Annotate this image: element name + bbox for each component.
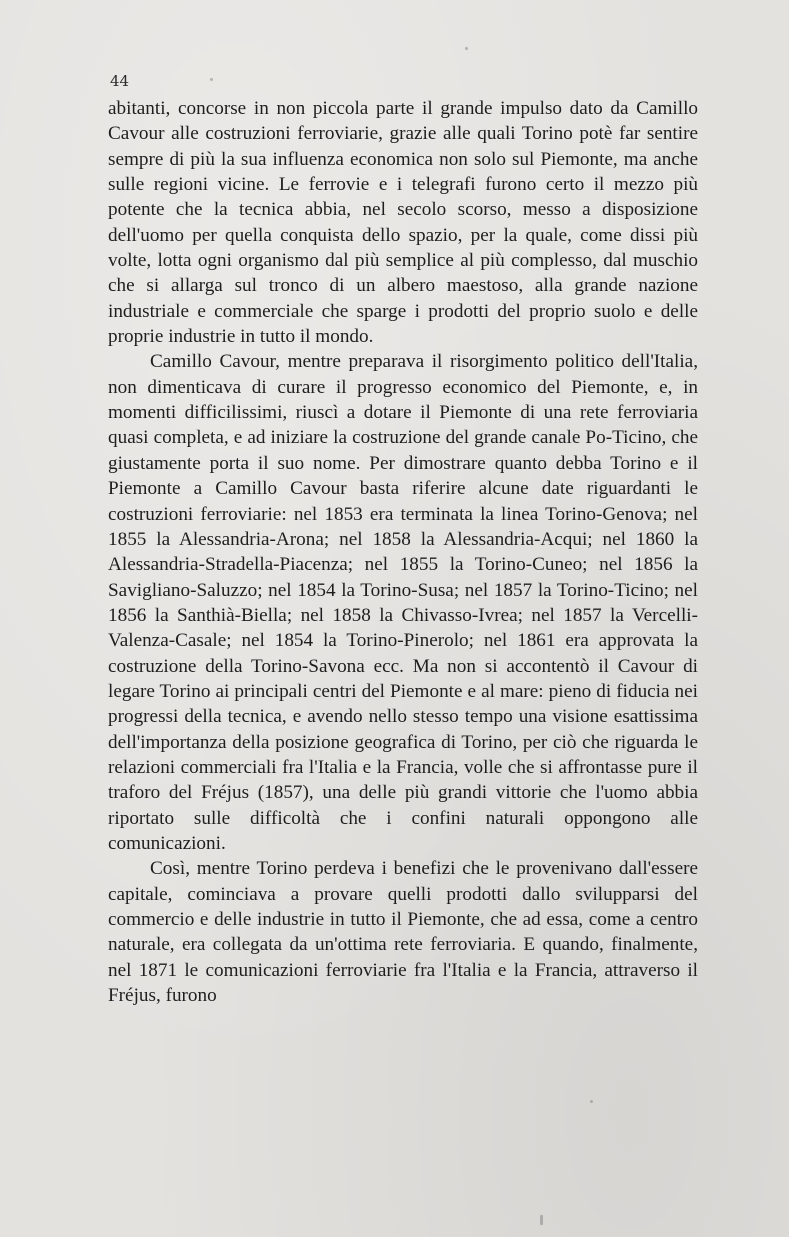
- paragraph: Così, mentre Torino perdeva i benefizi che le provenivano dall'essere capitale, cominciava a provare quelli prodotti dallo svilupparsi del commercio e delle industrie in tutto il Piemonte, che ad essa, come a centro naturale, era collegata da un'ottima rete ferroviaria. E quando, finalmente, nel 1871 le comunicazioni ferroviarie fra l'Italia e la Francia, attraverso il Fréjus, furono: [108, 858, 698, 1007]
- paragraph: abitanti, concorse in non piccola parte il grande impulso dato da Camillo Cavour alle costruzioni ferroviarie, grazie alle quali Torino potè far sentire sempre di più la sua influenza economica non solo sul Piemonte, ma anche sulle regioni vicine. Le ferrovie e i telegrafi furono certo il mezzo più potente che la tecnica abbia, nel secolo scorso, messo a disposizione dell'uomo per quella conquista dello spazio, per la quale, come dissi più volte, lotta ogni organismo dal più semplice al più complesso, dal muschio che si allarga sul tronco di un albero maestoso, alla grande nazione industriale e commerciale che sparge i prodotti del proprio suolo e delle proprie industrie in tutto il mondo.: [108, 98, 698, 348]
- scan-speck: [540, 1215, 543, 1225]
- scan-speck: [590, 1100, 593, 1103]
- paragraph: Camillo Cavour, mentre preparava il risorgimento politico dell'Italia, non dimenticava di curare il progresso economico del Piemonte, e, in momenti difficilissimi, riuscì a dotare il Piemonte di una rete ferroviaria quasi completa, e ad iniziare la costruzione del grande canale Po-Ticino, che giustamente porta il suo nome. Per dimostrare quanto debba Torino e il Piemonte a Camillo Cavour basta riferire alcune date riguardanti le costruzioni ferroviarie: nel 1853 era terminata la linea Torino-Genova; nel 1855 la Alessandria-Arona; nel 1858 la Alessandria-Acqui; nel 1860 la Alessandria-Stradella-Piacenza; nel 1855 la Torino-Cuneo; nel 1856 la Savigliano-Saluzzo; nel 1854 la Torino-Susa; nel 1857 la Torino-Ticino; nel 1856 la Santhià-Biella; nel 1858 la Chivasso-Ivrea; nel 1857 la Vercelli-Valenza-Casale; nel 1854 la Torino-Pinerolo; nel 1861 era approvata la costruzione della Torino-Savona ecc. Ma non si accontentò il Cavour di legare Torino ai principali centri del Piemonte e al mare: pieno di fiducia nei progressi della tecnica, e avendo nello stesso tempo una visione esattissima dell'importanza della posizione geografica di Torino, per ciò che riguarda le relazioni commerciali fra l'Italia e la Francia, volle che si affrontasse pure il traforo del Fréjus (1857), una delle più grandi vittorie che l'uomo abbia riportato sulle difficoltà che i confini naturali oppongono alle comunicazioni.: [108, 351, 698, 854]
- scan-speck: [210, 78, 213, 81]
- body-text: [108, 96, 698, 1008]
- page-number: 44: [110, 72, 130, 90]
- scan-speck: [465, 47, 468, 50]
